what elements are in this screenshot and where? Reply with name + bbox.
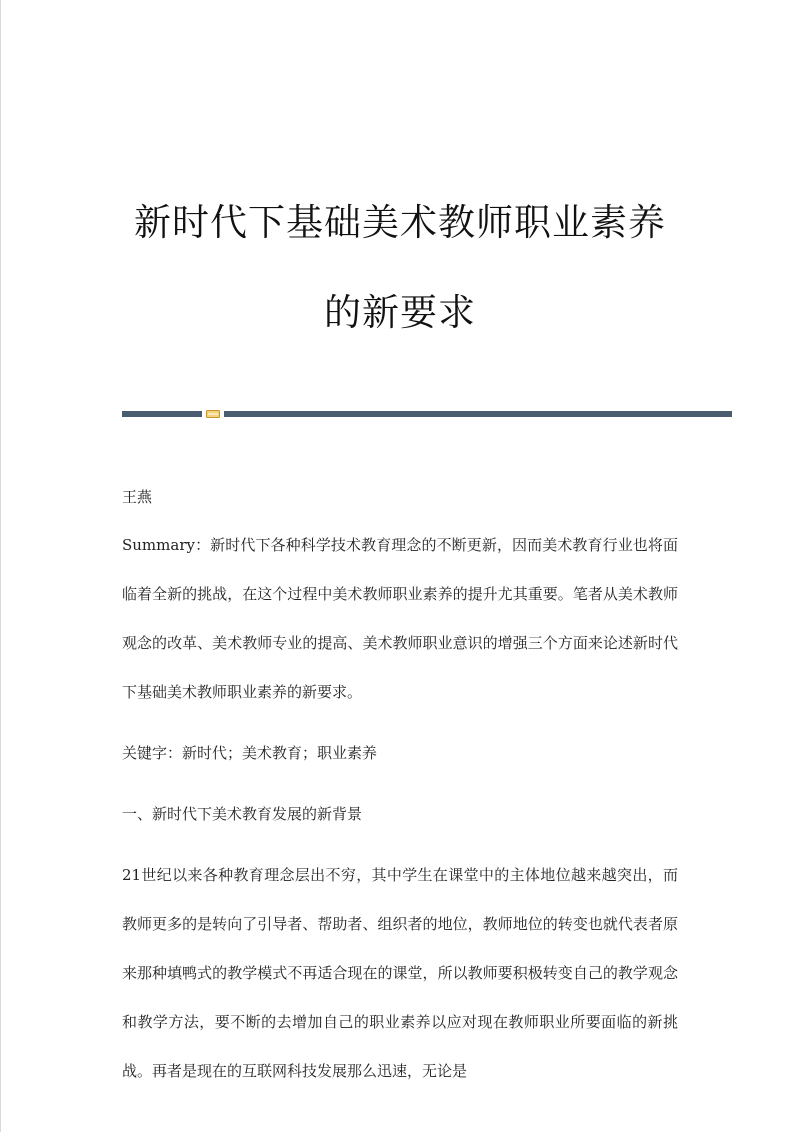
- page-edge: [0, 0, 1, 1132]
- divider-bar-left: [122, 411, 202, 417]
- keywords-line: 关键字：新时代；美术教育；职业素养: [122, 744, 378, 762]
- section-heading: 一、新时代下美术教育发展的新背景: [122, 805, 363, 823]
- title-divider: [122, 410, 732, 418]
- author-name: 王燕: [122, 488, 153, 506]
- section-paragraph: 21世纪以来各种教育理念层出不穷，其中学生在课堂中的主体地位越来越突出，而教师更多的是转向了引导者、帮助者、组织者的地位，教师地位的转变也就代表者原来那种填鸭式的教学模式不再适合现在的课堂，所以教师要积极转变自己的教学观念和教学方法，要不断的去增加自己的职业素养以应对现在教师职业所要面临的新挑战。再者是现在的互联网科技发展那么迅速，无论是: [122, 866, 678, 1080]
- summary-paragraph: Summary：新时代下各种科学技术教育理念的不断更新，因而美术教育行业也将面临着全新的挑战，在这个过程中美术教师职业素养的提升尤其重要。笔者从美术教师观念的改革、美术教师专业的提高、美术教师职业意识的增强三个方面来论述新时代下基础美术教师职业素养的新要求。: [122, 536, 678, 701]
- document-body: [122, 485, 678, 1120]
- divider-ornament-icon: [206, 410, 220, 418]
- document-title: 新时代下基础美术教师职业素养的新要求: [134, 201, 666, 334]
- divider-bar-right: [224, 411, 732, 417]
